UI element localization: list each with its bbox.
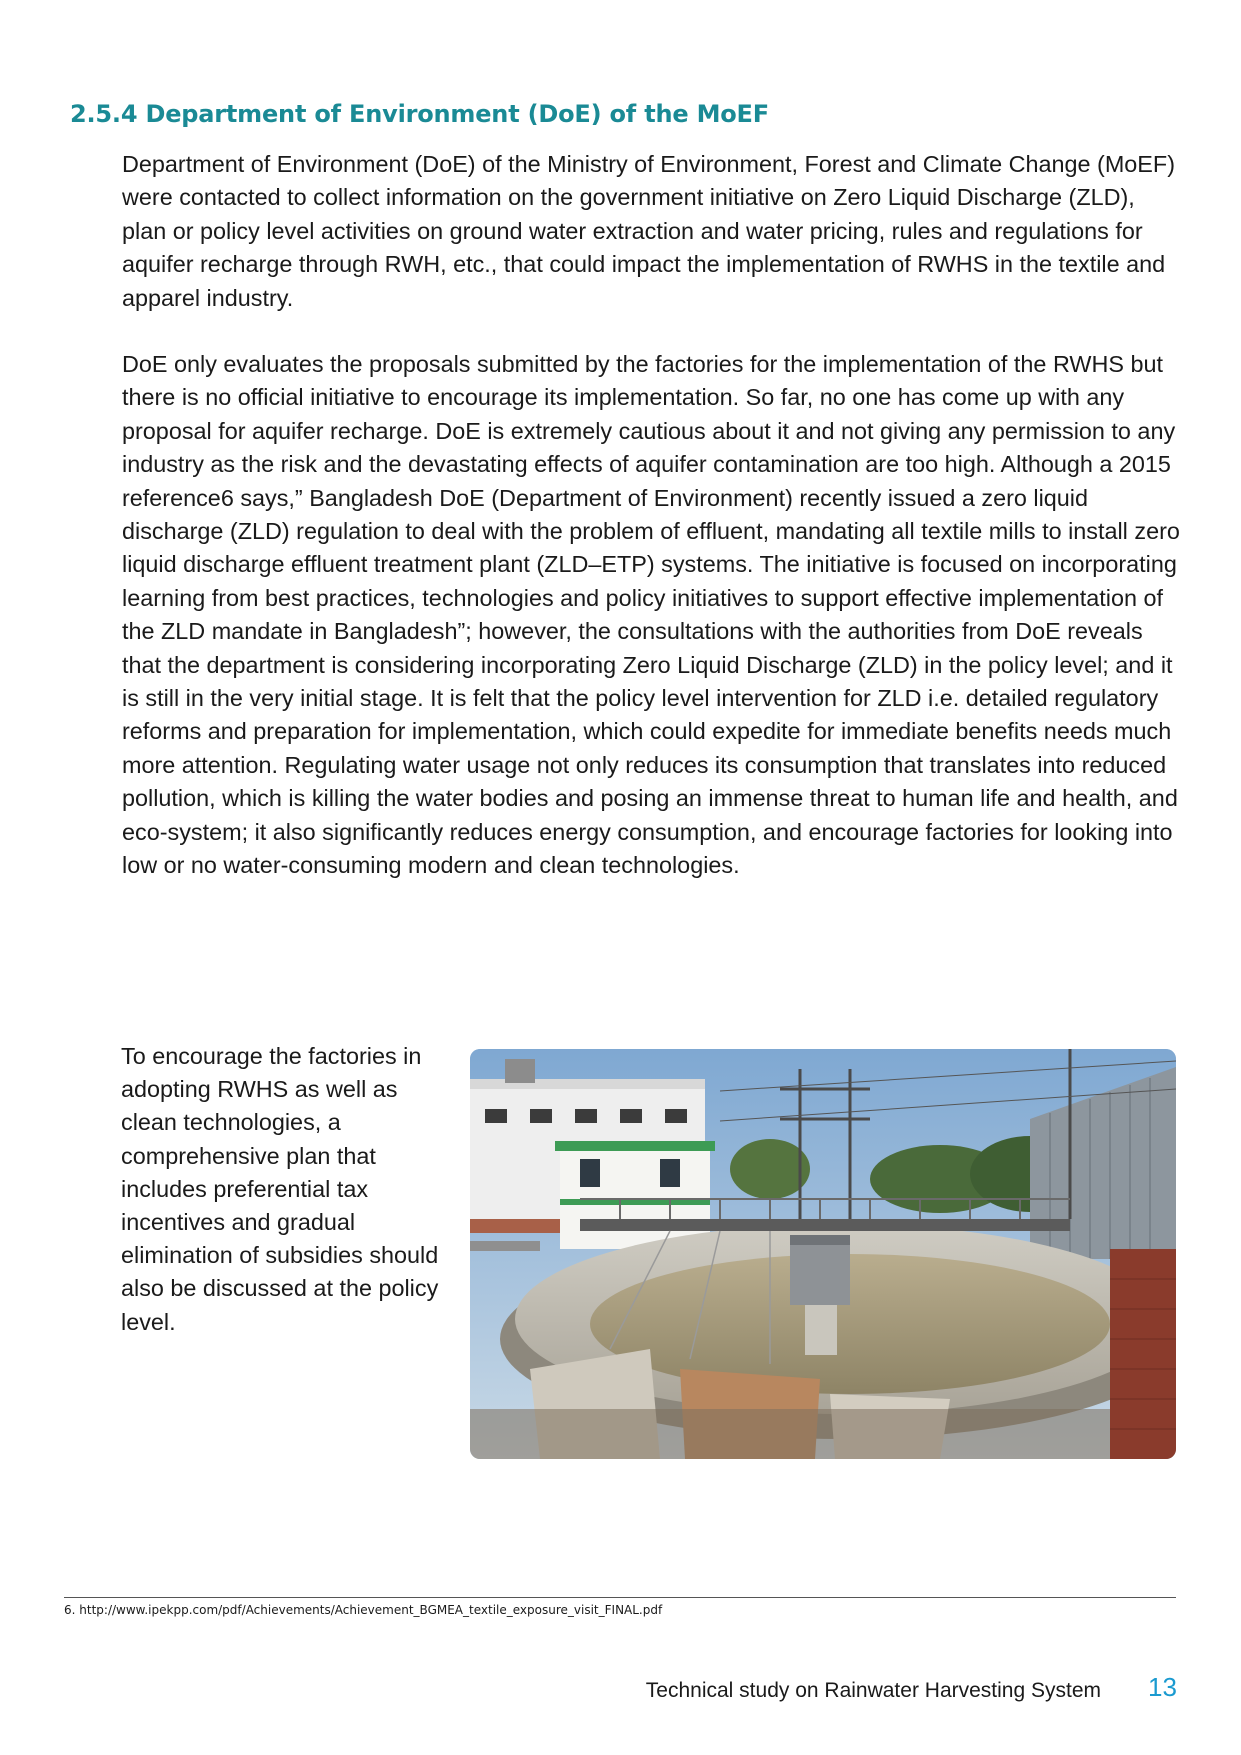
side-paragraph-policy: To encourage the factories in adopting RWHS as well as clean technologies, a comprehensive plan that includes preferential tax incentives and gradual elimination of subsidies should also be discussed at the policy level.: [121, 1043, 439, 1335]
paragraph-doe-contact: Department of Environment (DoE) of the Ministry of Environment, Forest and Climate Change (MoEF) were contacted to collect information on the government initiative on Zero Liquid Discharge (ZLD), plan or policy level activities on ground water extraction and water pricing, rules and regulations for aquifer recharge through RWH, etc., that could impact the implementation of RWHS in the textile and apparel industry.: [122, 151, 1175, 311]
page-number: 13: [1148, 1672, 1177, 1702]
footer-document-title: Technical study on Rainwater Harvesting System: [645, 1679, 1101, 1702]
footnote-divider: [64, 1597, 1176, 1598]
footnote-reference: 6. http://www.ipekpp.com/pdf/Achievements/Achievement_BGMEA_textile_exposure_visit_FINAL.pdf: [64, 1603, 663, 1617]
paragraph-doe-evaluation: DoE only evaluates the proposals submitted by the factories for the implementation of the RWHS but there is no official initiative to encourage its implementation. So far, no one has come up with any proposal for aquifer recharge. DoE is extremely cautious about it and not giving any permission to any industry as the risk and the devastating effects of aquifer contamination are too high. Although a 2015 reference6 says,” Bangladesh DoE (Department of Environment) recently issued a zero liquid discharge (ZLD) regulation to deal with the problem of effluent, mandating all textile mills to install zero liquid discharge effluent treatment plant (ZLD–ETP) systems. The initiative is focused on incorporating learning from best practices, technologies and policy initiatives to support effective implementation of the ZLD mandate in Bangladesh”; however, the consultations with the authorities from DoE reveals that the department is considering incorporating Zero Liquid Discharge (ZLD) in the policy level; and it is still in the very initial stage. It is felt that the policy level intervention for ZLD i.e. detailed regulatory reforms and preparation for implementation, which could expedite for immediate benefits needs much more attention. Regulating water usage not only reduces its consumption that translates into reduced pollution, which is killing the water bodies and posing an immense threat to human life and health, and eco-system; it also significantly reduces energy consumption, and encourage factories for looking into low or no water-consuming modern and clean technologies.: [122, 351, 1180, 879]
section-heading: 2.5.4 Department of Environment (DoE) of the MoEF: [70, 100, 769, 128]
treatment-plant-photo: [470, 1049, 1176, 1459]
